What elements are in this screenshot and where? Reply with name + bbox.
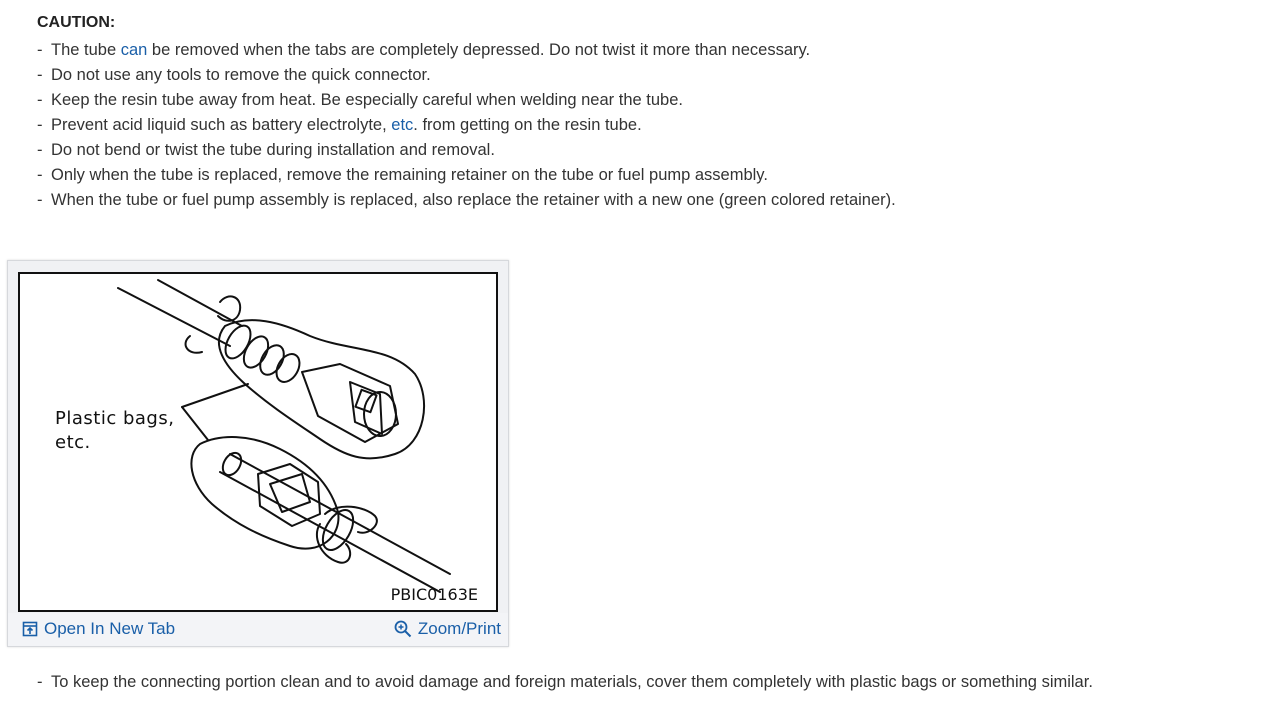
caution-item: [37, 188, 896, 213]
caution-text: . from getting on the resin tube.: [413, 116, 642, 134]
open-in-new-tab-button[interactable]: [22, 619, 175, 639]
caution-item: [37, 163, 896, 188]
caution-text: The tube: [51, 41, 121, 59]
bullet-dash: -: [37, 41, 43, 59]
figure-label-line1: Plastic bags,: [55, 408, 175, 429]
glossary-link-can[interactable]: can: [120, 41, 148, 59]
glossary-link-etc[interactable]: etc: [391, 116, 414, 134]
figure-code: PBIC0163E: [390, 585, 478, 604]
figure-card: [7, 260, 509, 647]
caution-item: [37, 138, 896, 163]
open-new-tab-icon: [22, 621, 38, 637]
caution-item: [37, 63, 896, 88]
zoom-print-button[interactable]: [394, 619, 501, 639]
caution-list: [37, 38, 896, 213]
caution-item: [37, 88, 896, 113]
bullet-dash: -: [37, 166, 43, 184]
bottom-note-text: To keep the connecting portion clean and to avoid damage and foreign materials, cover them completely with plastic bags or something similar.: [51, 673, 1093, 691]
bullet-dash: -: [37, 116, 43, 134]
figure-label: [55, 407, 174, 455]
bullet-dash: -: [37, 673, 43, 691]
zoom-print-label: Zoom/Print: [417, 619, 501, 638]
figure-illustration[interactable]: [18, 272, 498, 612]
caution-item: [37, 113, 896, 138]
bullet-dash: -: [37, 141, 43, 159]
caution-text: When the tube or fuel pump assembly is replaced, also replace the retainer with a new one (green colored retainer).: [51, 191, 896, 209]
caution-text: be removed when the tabs are completely depressed. Do not twist it more than necessary.: [147, 41, 811, 59]
bottom-note: [37, 670, 1093, 695]
figure-label-line2: etc.: [55, 432, 91, 453]
bullet-dash: -: [37, 66, 43, 84]
caution-text: Prevent acid liquid such as battery electrolyte,: [51, 116, 392, 134]
figure-actions: [8, 613, 508, 646]
caution-title: CAUTION:: [37, 14, 116, 31]
caution-text: Do not use any tools to remove the quick connector.: [51, 66, 431, 84]
caution-text: Only when the tube is replaced, remove the remaining retainer on the tube or fuel pump assembly.: [51, 166, 768, 184]
bullet-dash: -: [37, 91, 43, 109]
caution-text: Keep the resin tube away from heat. Be especially careful when welding near the tube.: [51, 91, 683, 109]
bullet-dash: -: [37, 191, 43, 209]
caution-text: Do not bend or twist the tube during installation and removal.: [51, 141, 495, 159]
open-in-new-tab-label: Open In New Tab: [44, 619, 176, 638]
caution-item: [37, 38, 896, 63]
zoom-in-icon: [394, 620, 412, 638]
